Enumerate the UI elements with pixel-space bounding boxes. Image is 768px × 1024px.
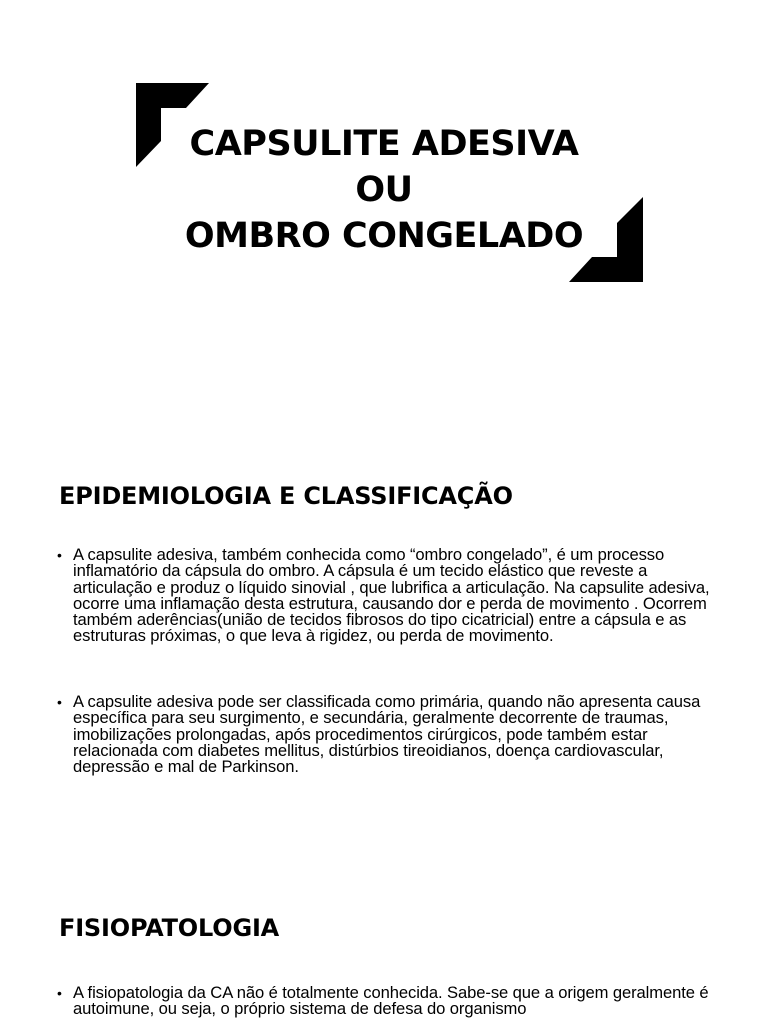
title-line-3: OMBRO CONGELADO — [184, 216, 584, 256]
title-line-1-text: CAPSULITE ADESIVA — [189, 124, 579, 164]
list-item — [57, 985, 717, 1018]
list-item-text: A capsulite adesiva, também conhecida como “ombro congelado”, é um processo inflamatório da cápsula do ombro. A cápsula é um tecido elástico que reveste a articulação e produz o líquido sinovial , que lubrifica a articulação. Na capsulite adesiva, ocorre uma inflamação desta estrutura, causando dor e perda de movimento . Ocorrem também aderências(união de tecidos fibrosos do tipo cicatricial) entre a cápsula e as estruturas próximas, o que leva à rigidez, ou perda de movimento. — [73, 545, 710, 646]
bullet-icon: • — [57, 547, 62, 563]
section-heading-fisiopatologia: FISIOPATOLOGIA — [59, 914, 280, 942]
title-block — [0, 0, 768, 300]
bullet-icon: • — [57, 985, 62, 1001]
title-line-2: OU — [355, 170, 413, 210]
list-item-text: A capsulite adesiva pode ser classificada como primária, quando não apresenta causa específica para seu surgimento, e secundária, geralmente decorrente de traumas, imobilizações prolongadas, após procedimentos cirúrgicos, pode também estar relacionada com diabetes mellitus, distúrbios tireoidianos, doença cardiovascular, depressão e mal de Parkinson. — [73, 692, 701, 777]
title-line-1 — [0, 124, 768, 164]
section-heading-epidemiologia: EPIDEMIOLOGIA E CLASSIFICAÇÃO — [59, 482, 513, 510]
list-item-text: A fisiopatologia da CA não é totalmente conhecida. Sabe-se que a origem geralmente é autoimune, ou seja, o próprio sistema de defesa do organismo — [73, 983, 709, 1019]
list-item — [57, 547, 717, 645]
bullet-icon: • — [57, 694, 62, 710]
list-item — [57, 694, 717, 775]
